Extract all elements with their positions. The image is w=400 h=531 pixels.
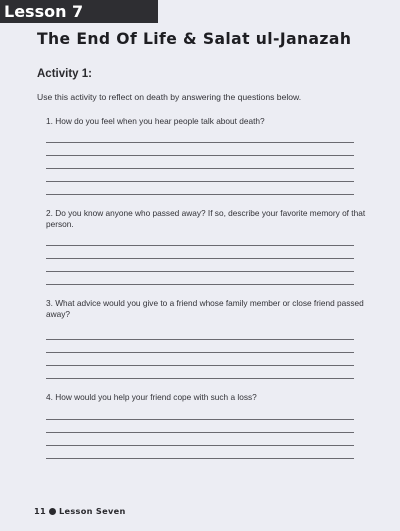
answer-line[interactable] — [46, 445, 354, 446]
answer-line[interactable] — [46, 339, 354, 340]
answer-line[interactable] — [46, 168, 354, 169]
activity-instructions: Use this activity to reflect on death by answering the questions below. — [37, 92, 302, 102]
question-4: 4. How would you help your friend cope with such a loss? — [46, 392, 257, 402]
answer-line[interactable] — [46, 284, 354, 285]
answer-line[interactable] — [46, 271, 354, 272]
answer-line[interactable] — [46, 352, 354, 353]
page-number: 11 — [34, 506, 46, 516]
question-2: 2. Do you know anyone who passed away? If so, describe your favorite memory of that person. — [46, 208, 366, 229]
page-title: The End Of Life & Salat ul-Janazah — [37, 30, 352, 48]
answer-line[interactable] — [46, 155, 354, 156]
page-footer — [34, 506, 126, 516]
answer-line[interactable] — [46, 181, 354, 182]
answer-line[interactable] — [46, 258, 354, 259]
answer-line[interactable] — [46, 245, 354, 246]
answer-line[interactable] — [46, 419, 354, 420]
footer-lesson-name: Lesson Seven — [59, 506, 126, 516]
answer-line[interactable] — [46, 458, 354, 459]
answer-line[interactable] — [46, 378, 354, 379]
question-3: 3. What advice would you give to a friend whose family member or close friend passed away? — [46, 298, 364, 319]
answer-line[interactable] — [46, 432, 354, 433]
question-1: 1. How do you feel when you hear people talk about death? — [46, 116, 265, 126]
answer-line[interactable] — [46, 365, 354, 366]
bullet-dot-icon — [49, 508, 56, 515]
activity-heading: Activity 1: — [37, 68, 92, 80]
answer-line[interactable] — [46, 142, 354, 143]
lesson-tab: Lesson 7 — [0, 0, 158, 23]
answer-line[interactable] — [46, 194, 354, 195]
